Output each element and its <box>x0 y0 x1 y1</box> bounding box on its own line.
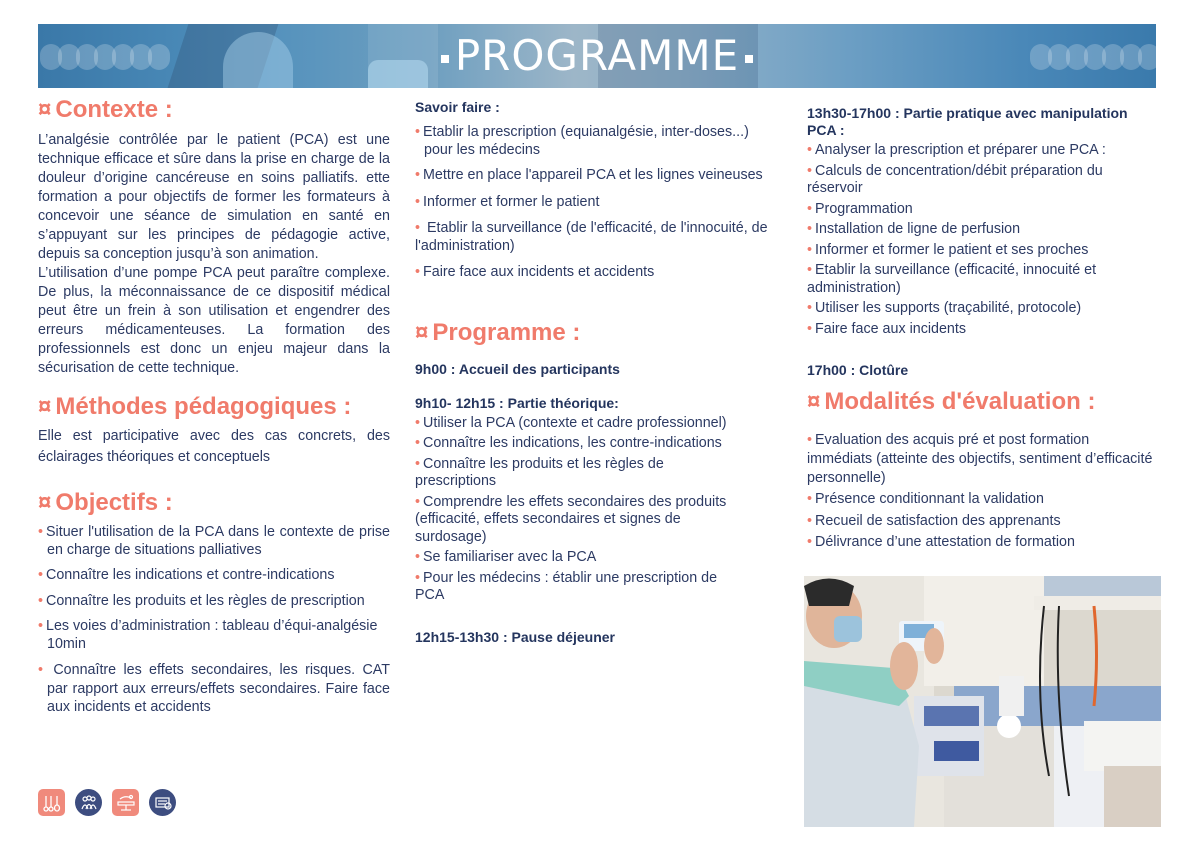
list-item: • Présence conditionnant la validation <box>807 491 1044 507</box>
list-item: • Calculs de concentration/débit préparation du réservoir <box>807 162 1103 196</box>
programme-accueil: 9h00 : Accueil des participants <box>415 360 620 377</box>
list-item: • Connaître les produits et les règles de prescriptions <box>415 455 664 489</box>
list-item: • Analyser la prescription et préparer une PCA : <box>807 142 1106 158</box>
list-item: • Evaluation des acquis pré et post formation immédiats (atteinte des objectifs, sentiment d’efficacité personnelle) <box>807 432 1153 486</box>
column-left <box>38 95 390 717</box>
surgical-instruments-icon <box>38 789 65 816</box>
list-item: • Utiliser les supports (traçabilité, protocole) <box>807 300 1082 316</box>
training-photo <box>804 576 1161 827</box>
list-item: • Faire face aux incidents et accidents <box>415 264 655 280</box>
list-item: • Utiliser la PCA (contexte et cadre professionnel) <box>415 414 727 431</box>
list-item: • Connaître les indications, les contre-indications <box>415 435 722 451</box>
footer-icons <box>38 789 176 816</box>
programme-pratique-title: 13h30-17h00 : Partie pratique avec manipulation PCA : <box>807 105 1128 138</box>
list-item: • Mettre en place l'appareil PCA et les lignes veineuses <box>415 167 763 183</box>
evaluation-list <box>807 431 1157 552</box>
page-title: PROGRAMME <box>38 32 1156 80</box>
list-item: • Installation de ligne de perfusion <box>807 221 1021 237</box>
list-item: • Connaître les indications et contre-indications <box>38 567 335 583</box>
pratique-list <box>807 142 1157 338</box>
objectifs-heading: ¤ Objectifs : <box>38 489 173 516</box>
simulation-monitor-icon <box>149 789 176 816</box>
list-item: • Connaître les produits et les règles de prescription <box>38 592 365 609</box>
list-item: • Etablir la surveillance (de l'efficacité, de l'innocuité, de l'administration) <box>415 220 768 254</box>
list-item: • Pour les médecins : établir une prescription de PCA <box>415 569 718 603</box>
nurse-with-pca-pump-image <box>804 576 1161 827</box>
list-item: • Informer et former le patient <box>415 193 600 210</box>
list-item: • Situer l'utilisation de la PCA dans le contexte de prise en charge de situations palliatives <box>38 524 390 558</box>
list-item: • Délivrance d’une attestation de formation <box>807 534 1075 550</box>
list-item: • Etablir la surveillance (efficacité, innocuité et administration) <box>807 262 1097 296</box>
programme-heading: ¤ Programme : <box>415 318 581 346</box>
column-middle <box>415 95 775 646</box>
programme-theorie-title: 9h10- 12h15 : Partie théorique: <box>415 394 619 411</box>
programme-pause: 12h15-13h30 : Pause déjeuner <box>415 628 615 645</box>
theorie-list <box>415 415 775 605</box>
objectifs-list <box>38 524 390 717</box>
contexte-paragraph-2: L’utilisation d’une pompe PCA peut paraître complexe. De plus, la méconnaissance de ce dispositif médical peut être un frein à son utilisation et engendrer des erreurs médicamenteuses. La formation des professionnels est donc un enjeu majeur dans la sécurisation de cette technique. <box>38 265 390 376</box>
list-item: • Connaître les effets secondaires, les risques. CAT par rapport aux erreurs/effets secondaires. Faire face aux incidents et accidents <box>38 662 390 715</box>
list-item: • Etablir la prescription (equianalgésie, inter-doses...) pour les médecins <box>415 124 749 158</box>
methodes-heading: ¤ Méthodes pédagogiques : <box>38 393 352 420</box>
savoir-faire-heading: Savoir faire : <box>415 99 500 115</box>
list-item: • Recueil de satisfaction des apprenants <box>807 512 1061 529</box>
evaluation-heading: ¤ Modalités d'évaluation : <box>807 388 1096 415</box>
list-item: • Informer et former le patient et ses proches <box>807 241 1089 258</box>
header-banner <box>38 24 1156 88</box>
savoir-faire-list <box>415 124 775 282</box>
list-item: • Comprendre les effets secondaires des produits (efficacité, effets secondaires et signes de surdosage) <box>415 493 727 545</box>
methodes-text: Elle est participative avec des cas concrets, des éclairages théoriques et conceptuels <box>38 428 390 465</box>
column-right <box>807 95 1157 552</box>
list-item: • Les voies d’administration : tableau d’équi-analgésie 10min <box>38 618 378 652</box>
list-item: • Programmation <box>807 200 913 217</box>
team-icon <box>75 789 102 816</box>
contexte-paragraph-1: L’analgésie contrôlée par le patient (PCA) est une technique efficace et sûre dans la prise en charge de la douleur d’origine cancéreuse en soins palliatifs. ette formation a pour objectifs de former les formateurs à concevoir une séance de simulation en santé en s’appuyant sur les principes de pédagogie active, depuis sa conception jusqu’à son animation. <box>38 132 390 262</box>
programme-cloture: 17h00 : Clotûre <box>807 362 909 378</box>
contexte-heading: ¤ Contexte : <box>38 96 173 123</box>
list-item: • Faire face aux incidents <box>807 320 967 337</box>
operating-table-icon <box>112 789 139 816</box>
list-item: • Se familiariser avec la PCA <box>415 549 597 565</box>
